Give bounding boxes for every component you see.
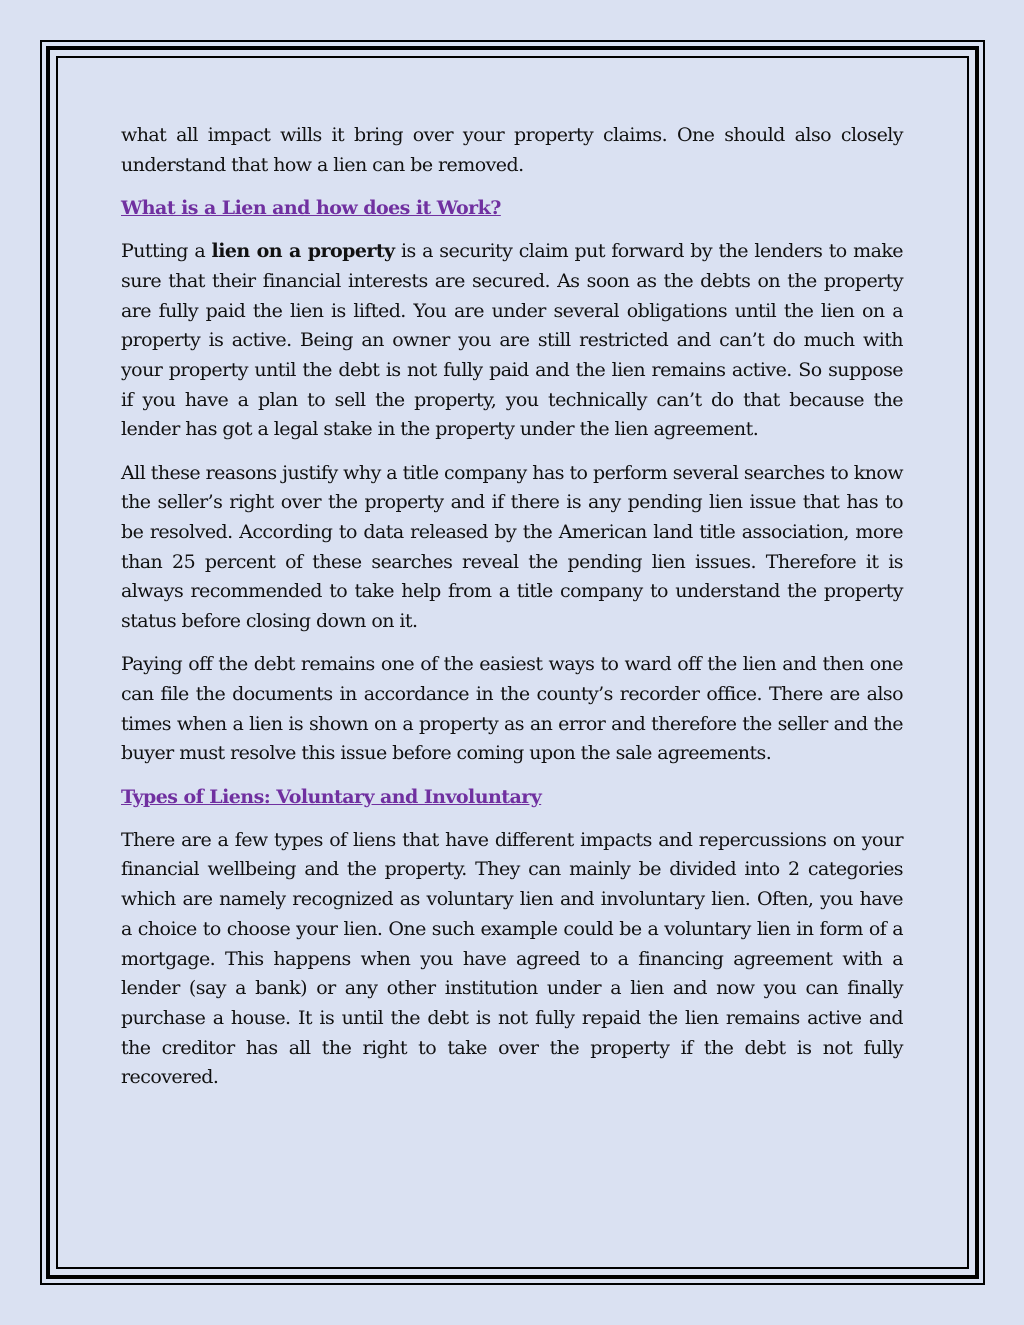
lien-definition-paragraph bbox=[121, 237, 903, 445]
heading-what-is-a-lien: What is a Lien and how does it Work? bbox=[121, 196, 501, 219]
paying-off-debt-paragraph: Paying off the debt remains one of the easiest ways to ward off the lien and then one can file the documents in accordance in the county’s recorder office. There are also times when a lien is shown on a property as an error and therefore the seller and the buyer must resolve this issue before coming upon the sale agreements. bbox=[121, 653, 903, 765]
heading-types-of-liens: Types of Liens: Voluntary and Involuntary bbox=[121, 785, 542, 808]
lien-definition-prefix: Putting a bbox=[121, 240, 212, 263]
types-of-liens-paragraph: There are a few types of liens that have different impacts and repercussions on your financial wellbeing and the property. They can mainly be divided into 2 categories which are namely recognized as voluntary lien and involuntary lien. Often, you have a choice to choose your lien. One such example could be a voluntary lien in form of a mortgage. This happens when you have agreed to a financing agreement with a lender (say a bank) or any other institution under a lien and now you can finally purchase a house. It is until the debt is not fully repaid the lien remains active and the creditor has all the right to take over the property if the debt is not fully recovered. bbox=[121, 828, 903, 1089]
intro-paragraph: what all impact wills it bring over your property claims. One should also closely understand that how a lien can be removed. bbox=[121, 124, 903, 176]
document-body bbox=[121, 121, 903, 1107]
lien-definition-suffix: is a security claim put forward by the lenders to make sure that their financial interests are secured. As soon as the debts on the property are fully paid the lien is lifted. You are under several obligations until the lien on a property is active. Being an owner you are still restricted and can’t do much with your property until the debt is not fully paid and the lien remains active. So suppose if you have a plan to sell the property, you technically can’t do that because the lender has got a legal stake in the property under the lien agreement. bbox=[121, 240, 904, 441]
lien-definition-bold: lien on a property bbox=[211, 240, 395, 263]
title-company-paragraph: All these reasons justify why a title company has to perform several searches to know the seller’s right over the property and if there is any pending lien issue that has to be resolved. According to data released by the American land title association, more than 25 percent of these searches reveal the pending lien issues. Therefore it is always recommended to take help from a title company to understand the property status before closing down on it. bbox=[121, 461, 903, 633]
